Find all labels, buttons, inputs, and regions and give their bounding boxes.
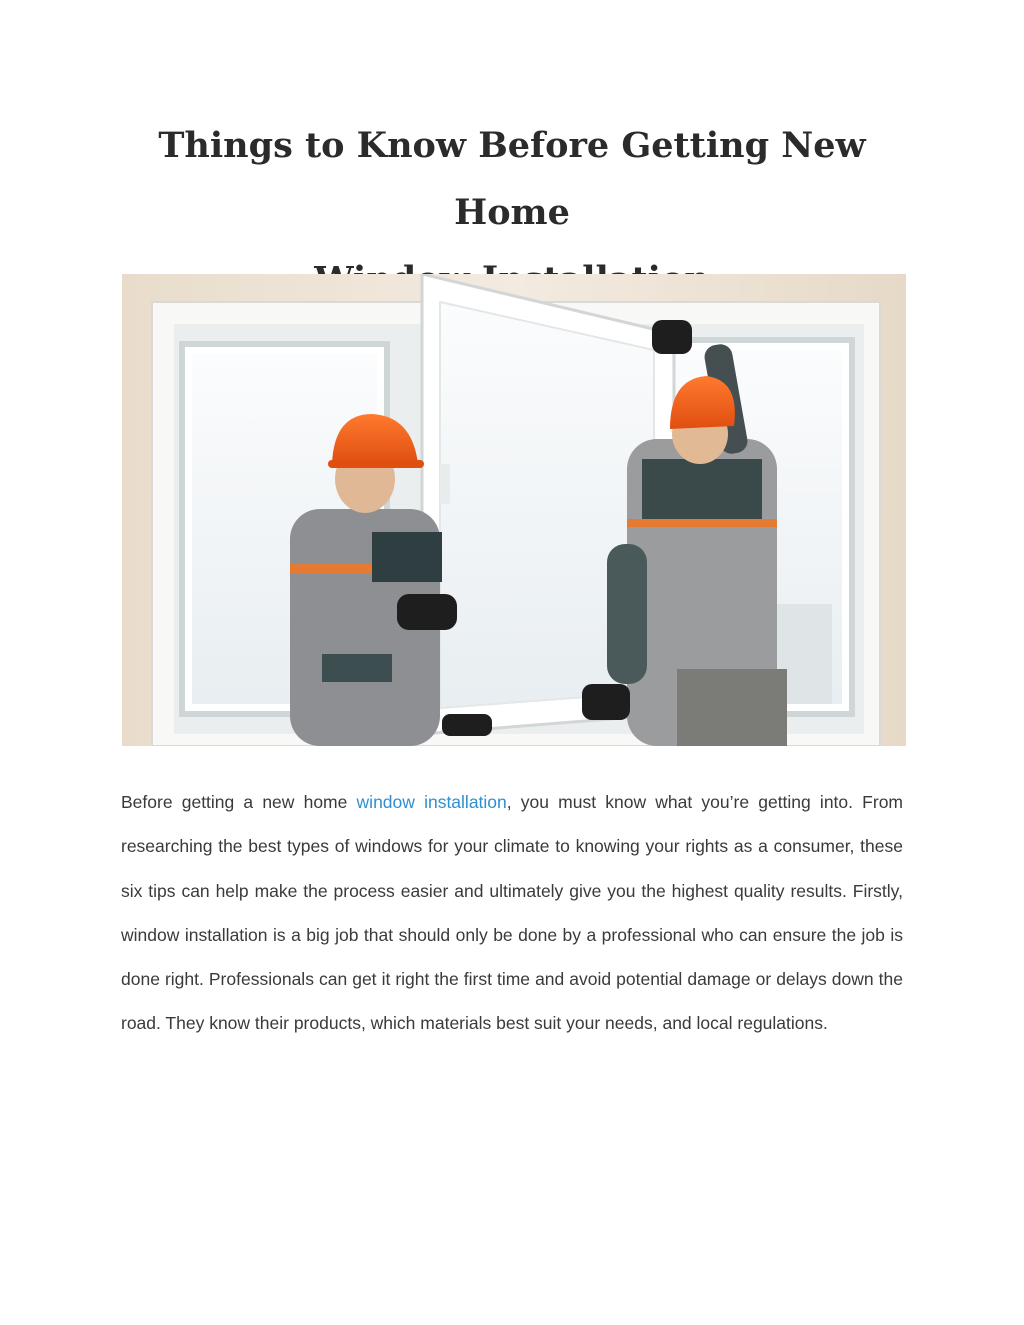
article-paragraph (121, 780, 903, 1046)
paragraph-text-start: Before getting a new home (121, 792, 357, 812)
hero-image (122, 274, 906, 746)
paragraph-text-rest: , you must know what you’re getting into. From researching the best types of windows for your climate to knowing your rights as a consumer, these six tips can help make the process easier and ultimately give you the highest quality results. Firstly, window installation is a big job that should only be done by a professional who can ensure the job is done right. Professionals can get it right the first time and avoid potential damage or delays down the road. They know their products, which materials best suit your needs, and local regulations. (121, 792, 904, 1034)
hero-illustration (122, 274, 906, 746)
window-installation-link[interactable]: window installation (356, 792, 507, 812)
title-line-1: Things to Know Before Getting New Home (158, 125, 866, 233)
